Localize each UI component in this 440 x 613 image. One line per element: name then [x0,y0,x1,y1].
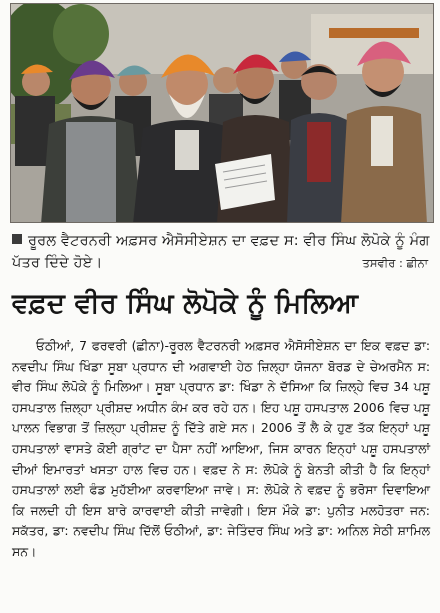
article-body: ਓਠੀਆਂ, 7 ਫਰਵਰੀ (ਛੀਨਾ)-ਰੂਰਲ ਵੈਟਰਨਰੀ ਅਫ਼ਸਰ ਐਸੋਸੀਏਸ਼ਨ ਦਾ ਇਕ ਵਫ਼ਦ ਡਾ: ਨਵਦੀਪ ਸਿੰਘ ਖਿੰਡਾ ਸੂਬਾ ਪ੍ਰਧਾਨ ਦੀ ਅਗਵਾਈ ਹੇਠ ਜ਼ਿਲ੍ਹਾ ਯੋਜਨਾ ਬੋਰਡ ਦੇ ਚੇਅਰਮੈਨ ਸ: ਵੀਰ ਸਿੰਘ ਲੋਪੋਕੇ ਨੂੰ ਮਿਲਿਆ। ਸੂਬਾ ਪ੍ਰਧਾਨ ਡਾ: ਖਿੰਡਾ ਨੇ ਦੱਸਿਆ ਕਿ ਜ਼ਿਲ੍ਹੇ ਵਿਚ 34 ਪਸ਼ੂ ਹਸਪਤਾਲ ਜ਼ਿਲ੍ਹਾ ਪ੍ਰੀਸ਼ਦ ਅਧੀਨ ਕੰਮ ਕਰ ਰਹੇ ਹਨ। ਇਹ ਪਸ਼ੂ ਹਸਪਤਾਲ 2006 ਵਿਚ ਪਸ਼ੂ ਪਾਲਨ ਵਿਭਾਗ ਤੋਂ ਜ਼ਿਲ੍ਹਾ ਪ੍ਰੀਸ਼ਦ ਨੂੰ ਦਿੱਤੇ ਗਏ ਸਨ। 2006 ਤੋਂ ਲੈ ਕੇ ਹੁਣ ਤੱਕ ਇਨ੍ਹਾਂ ਪਸ਼ੂ ਹਸਪਤਾਲਾਂ ਵਾਸਤੇ ਕੋਈ ਗ੍ਰਾਂਟ ਦਾ ਪੈਸਾ ਨਹੀਂ ਆਇਆ, ਜਿਸ ਕਾਰਨ ਇਨ੍ਹਾਂ ਪਸ਼ੂ ਹਸਪਤਾਲਾਂ ਦੀਆਂ ਇਮਾਰਤਾਂ ਖਸਤਾ ਹਾਲ ਵਿਚ ਹਨ। ਵਫ਼ਦ ਨੇ ਸ: ਲੋਪੋਕੇ ਨੂੰ ਬੇਨਤੀ ਕੀਤੀ ਹੈ ਕਿ ਇਨ੍ਹਾਂ ਹਸਪਤਾਲਾਂ ਲਈ ਫੰਡ ਮੁਹੱਈਆ ਕਰਵਾਇਆ ਜਾਵੇ। ਸ: ਲੋਪੋਕੇ ਨੇ ਵਫ਼ਦ ਨੂੰ ਭਰੋਸਾ ਦਿਵਾਇਆ ਕਿ ਜਲਦੀ ਹੀ ਇਸ ਬਾਰੇ ਕਾਰਵਾਈ ਕੀਤੀ ਜਾਵੇਗੀ। ਇਸ ਮੌਕੇ ਡਾ: ਪੁਨੀਤ ਮਲਹੋਤਰਾ ਜਨ: ਸਕੱਤਰ, ਡਾ: ਨਵਦੀਪ ਸਿੰਘ ਦਿੱਲੋਂ ਓਠੀਆਂ, ਡਾ: ਜੇਤਿੰਦਰ ਸਿੰਘ ਅਤੇ ਡਾ: ਅਨਿਲ ਸੇਠੀ ਸ਼ਾਮਿਲ ਸਨ। [12,338,430,559]
headline: ਵਫ਼ਦ ਵੀਰ ਸਿੰਘ ਲੋਪੋਕੇ ਨੂੰ ਮਿਲਿਆ [12,288,359,319]
caption-bullet [12,234,22,244]
caption-text: ਰੂਰਲ ਵੈਟਰਨਰੀ ਅਫ਼ਸਰ ਐਸੋਸੀਏਸ਼ਨ ਦਾ ਵਫ਼ਦ ਸ: ਵੀਰ ਸਿੰਘ ਲੋਪੋਕੇ ਨੂੰ ਮੰਗ ਪੱਤਰ ਦਿੰਦੇ ਹੋਏ। [12,233,430,271]
group-photo-illustration [11,4,434,223]
news-photo [10,3,434,223]
photo-credit: ਤਸਵੀਰ : ਛੀਨਾ [362,256,428,270]
